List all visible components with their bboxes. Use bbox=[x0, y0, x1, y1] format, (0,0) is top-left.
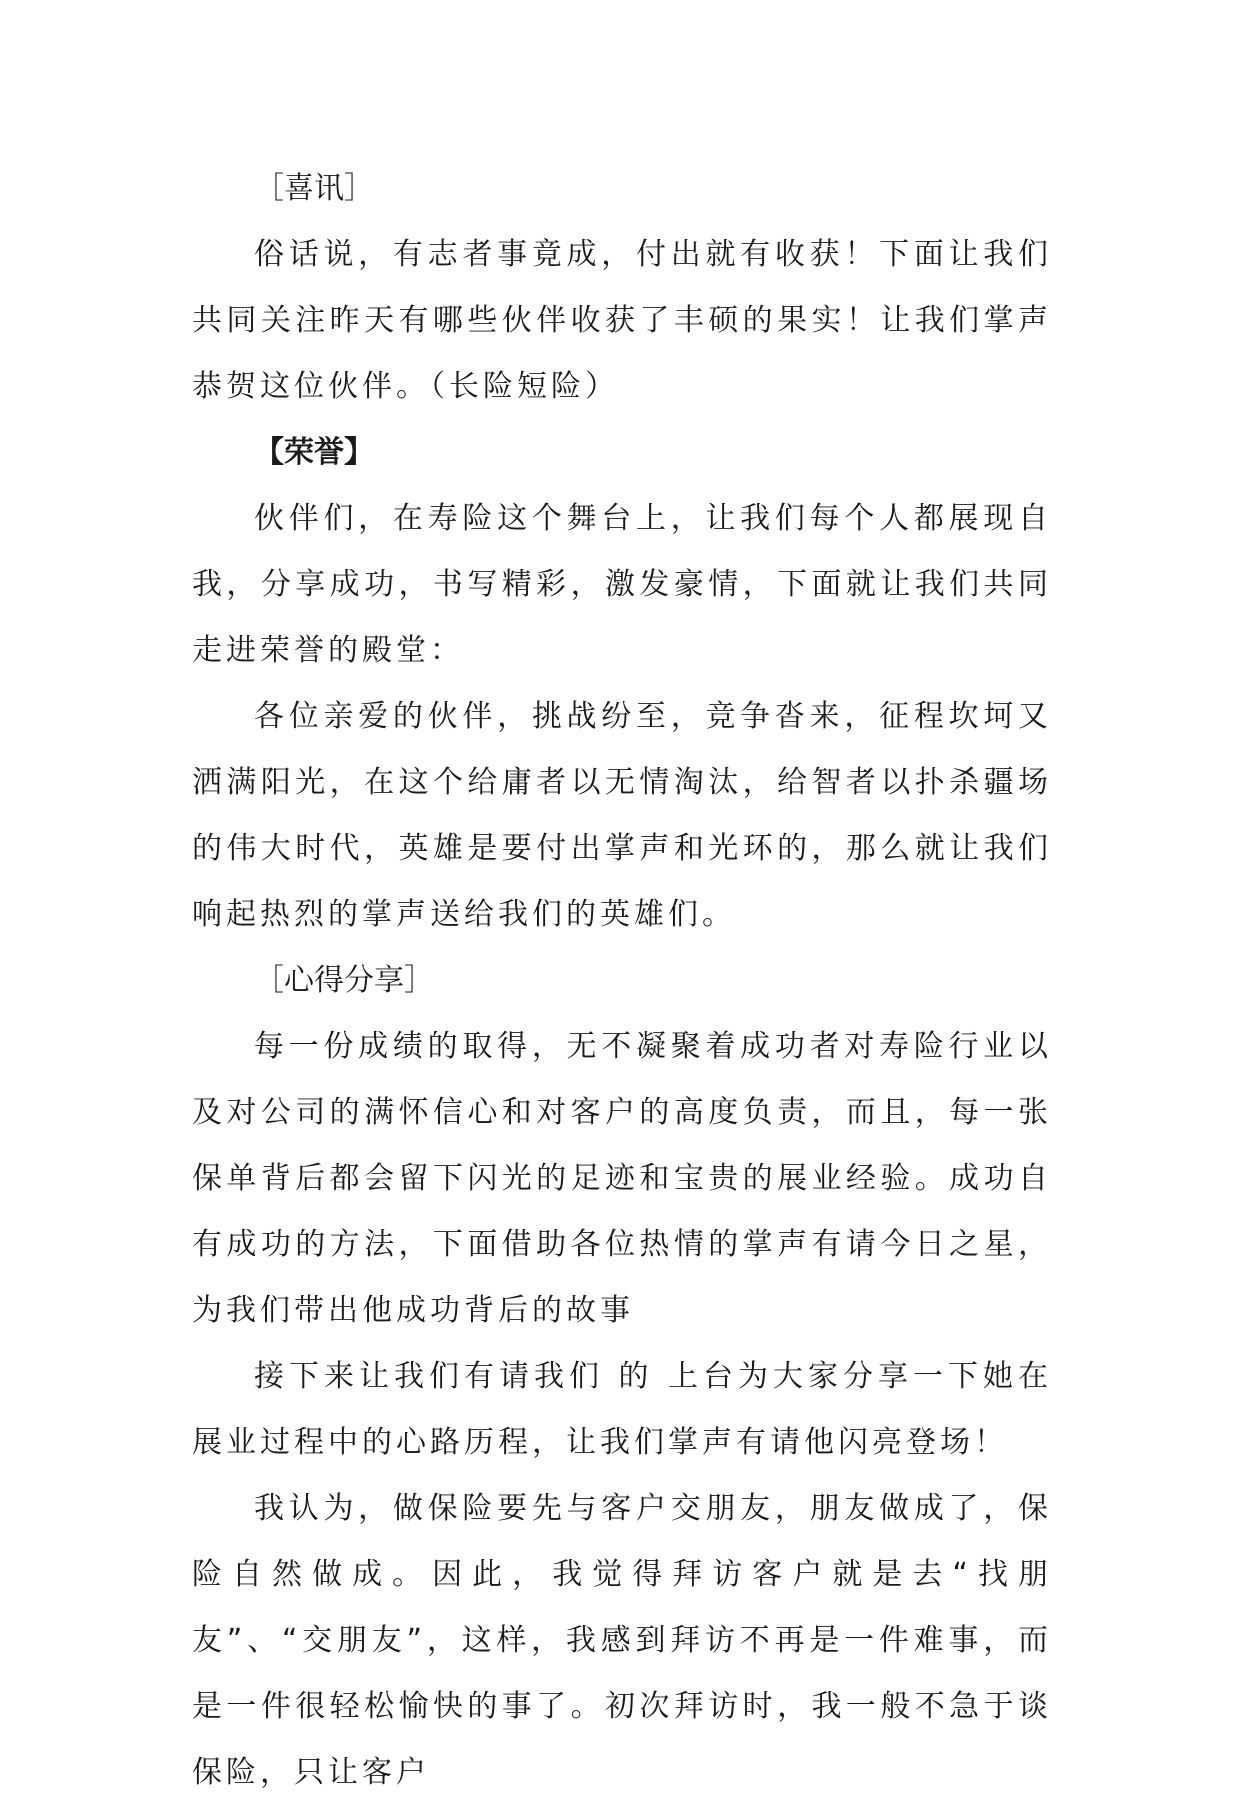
paragraph-news: 俗话说，有志者事竟成，付出就有收获！下面让我们共同关注昨天有哪些伙伴收获了丰硕的果实！让我们掌声恭贺这位伙伴。（长险短险） bbox=[192, 237, 1052, 404]
paragraph-honor-intro: 伙伴们，在寿险这个舞台上，让我们每个人都展现自我，分享成功，书写精彩，激发豪情，下面就让我们共同走进荣誉的殿堂： bbox=[192, 501, 1052, 668]
paragraph-share-invite: 接下来让我们有请我们 的 上台为大家分享一下她在展业过程中的心路历程，让我们掌声有请他闪亮登场！ bbox=[192, 1359, 1052, 1460]
document-body bbox=[192, 156, 1052, 1806]
heading-news: ［喜讯］ bbox=[254, 171, 374, 206]
heading-honor: 【荣誉】 bbox=[254, 435, 374, 470]
paragraph-honor-heroes: 各位亲爱的伙伴，挑战纷至，竞争沓来，征程坎坷又洒满阳光，在这个给庸者以无情淘汰，给智者以扑杀疆场的伟大时代，英雄是要付出掌声和光环的，那么就让我们响起热烈的掌声送给我们的英雄们。 bbox=[192, 699, 1052, 932]
paragraph-share-story: 我认为，做保险要先与客户交朋友，朋友做成了，保险自然做成。因此，我觉得拜访客户就是去“找朋友”、“交朋友”，这样，我感到拜访不再是一件难事，而是一件很轻松愉快的事了。初次拜访时，我一般不急于谈保险，只让客户 bbox=[192, 1491, 1052, 1790]
paragraph-share-intro: 每一份成绩的取得，无不凝聚着成功者对寿险行业以及对公司的满怀信心和对客户的高度负责，而且，每一张保单背后都会留下闪光的足迹和宝贵的展业经验。成功自有成功的方法，下面借助各位热情的掌声有请今日之星，为我们带出他成功背后的故事 bbox=[192, 1029, 1052, 1328]
heading-share: ［心得分享］ bbox=[254, 963, 434, 998]
